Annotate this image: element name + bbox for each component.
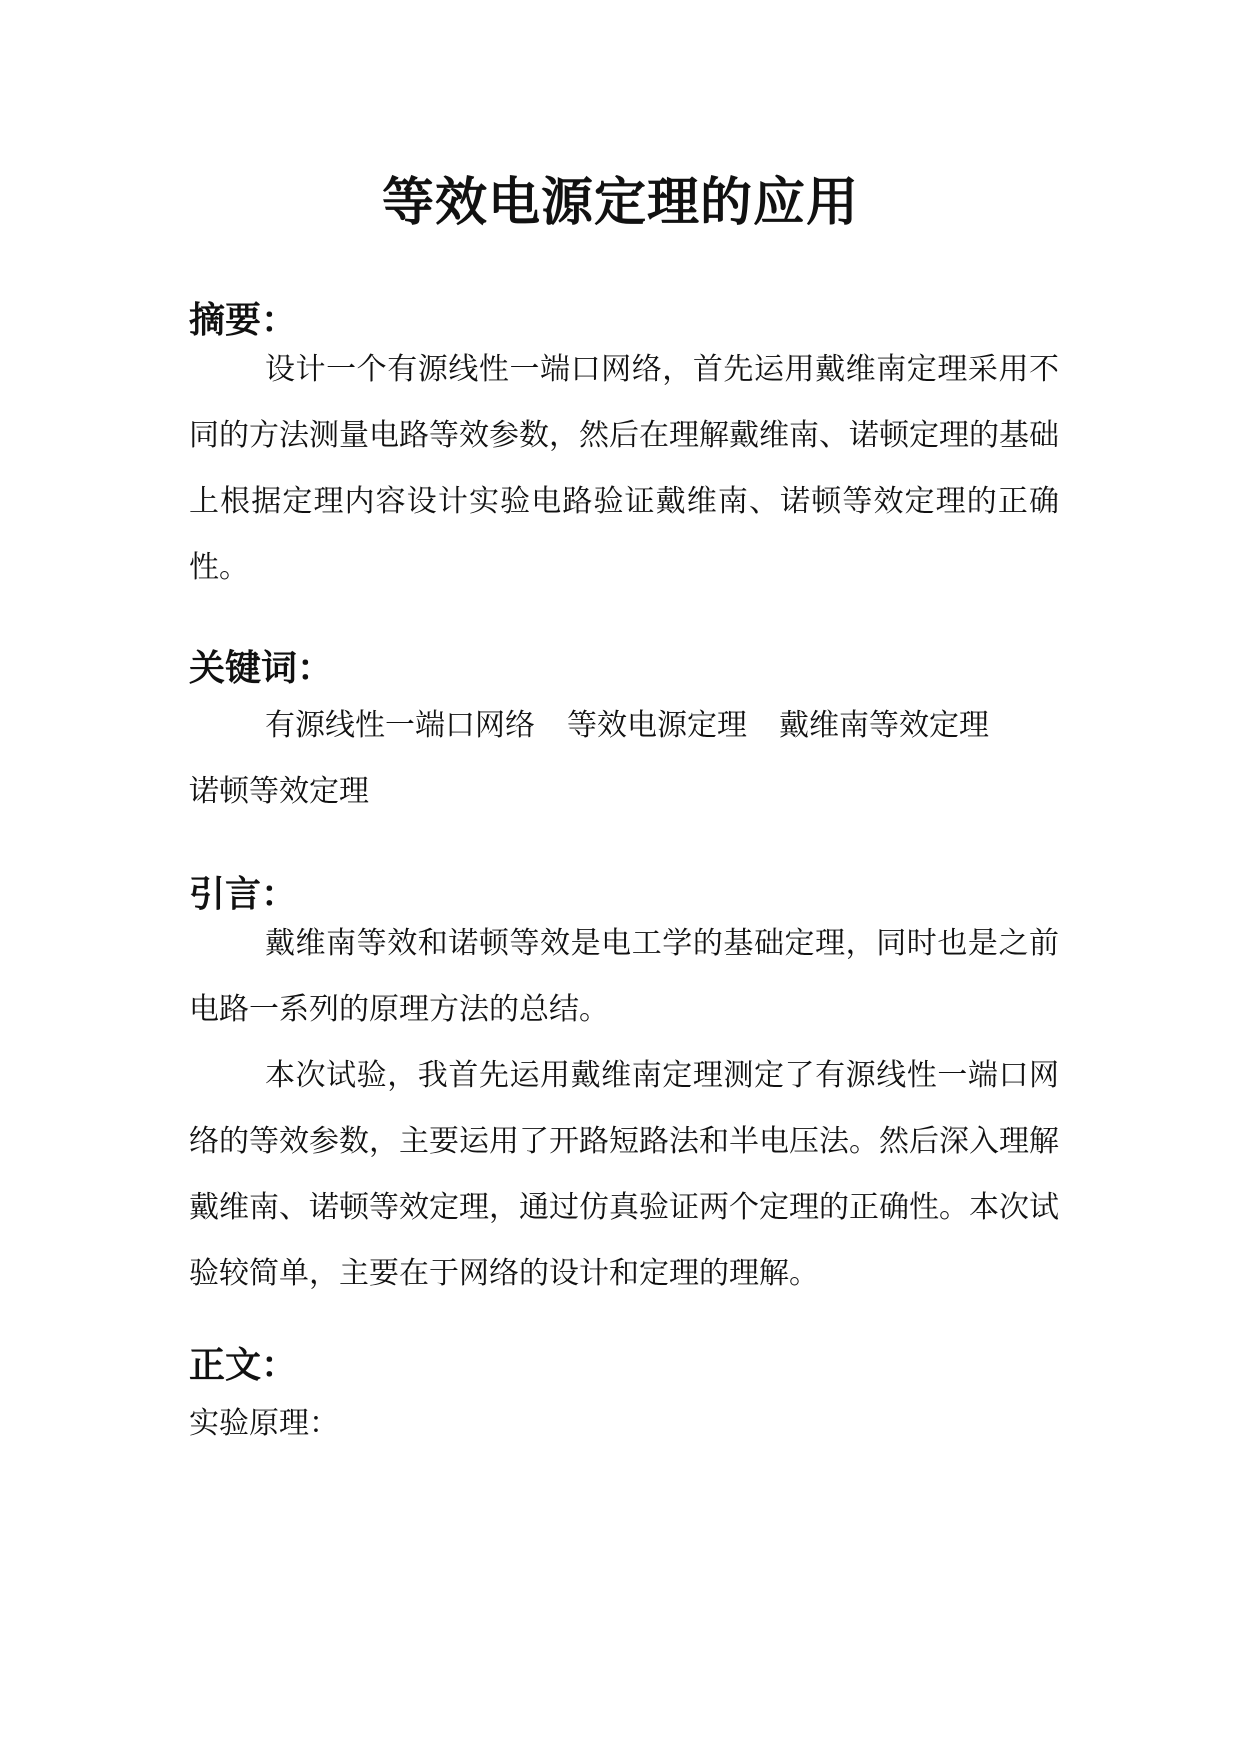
body-heading: 正文： — [189, 1344, 298, 1386]
keyword-item: 诺顿等效定理 — [189, 774, 369, 809]
introduction-heading: 引言： — [189, 873, 298, 915]
abstract-heading: 摘要： — [189, 299, 298, 341]
keyword-item: 有源线性一端口网络 — [265, 708, 535, 743]
introduction-paragraph-1: 戴维南等效和诺顿等效是电工学的基础定理，同时也是之前电路一系列的原理方法的总结。 — [189, 926, 1059, 1027]
body-subheading: 实验原理： — [189, 1406, 339, 1441]
abstract-text: 设计一个有源线性一端口网络，首先运用戴维南定理采用不同的方法测量电路等效参数，然后在理解戴维南、诺顿定理的基础上根据定理内容设计实验电路验证戴维南、诺顿等效定理的正确性。 — [189, 352, 1059, 585]
document-title: 等效电源定理的应用 — [381, 172, 859, 233]
keywords-line-2 — [189, 766, 369, 810]
introduction-paragraph-2: 本次试验，我首先运用戴维南定理测定了有源线性一端口网络的等效参数，主要运用了开路短路法和半电压法。然后深入理解戴维南、诺顿等效定理，通过仿真验证两个定理的正确性。本次试验较简单，主要在于网络的设计和定理的理解。 — [189, 1058, 1059, 1291]
keyword-item: 等效电源定理 — [567, 708, 747, 743]
keywords-line-1 — [265, 700, 989, 744]
keywords-heading: 关键词： — [189, 647, 334, 689]
keyword-item: 戴维南等效定理 — [779, 708, 989, 743]
